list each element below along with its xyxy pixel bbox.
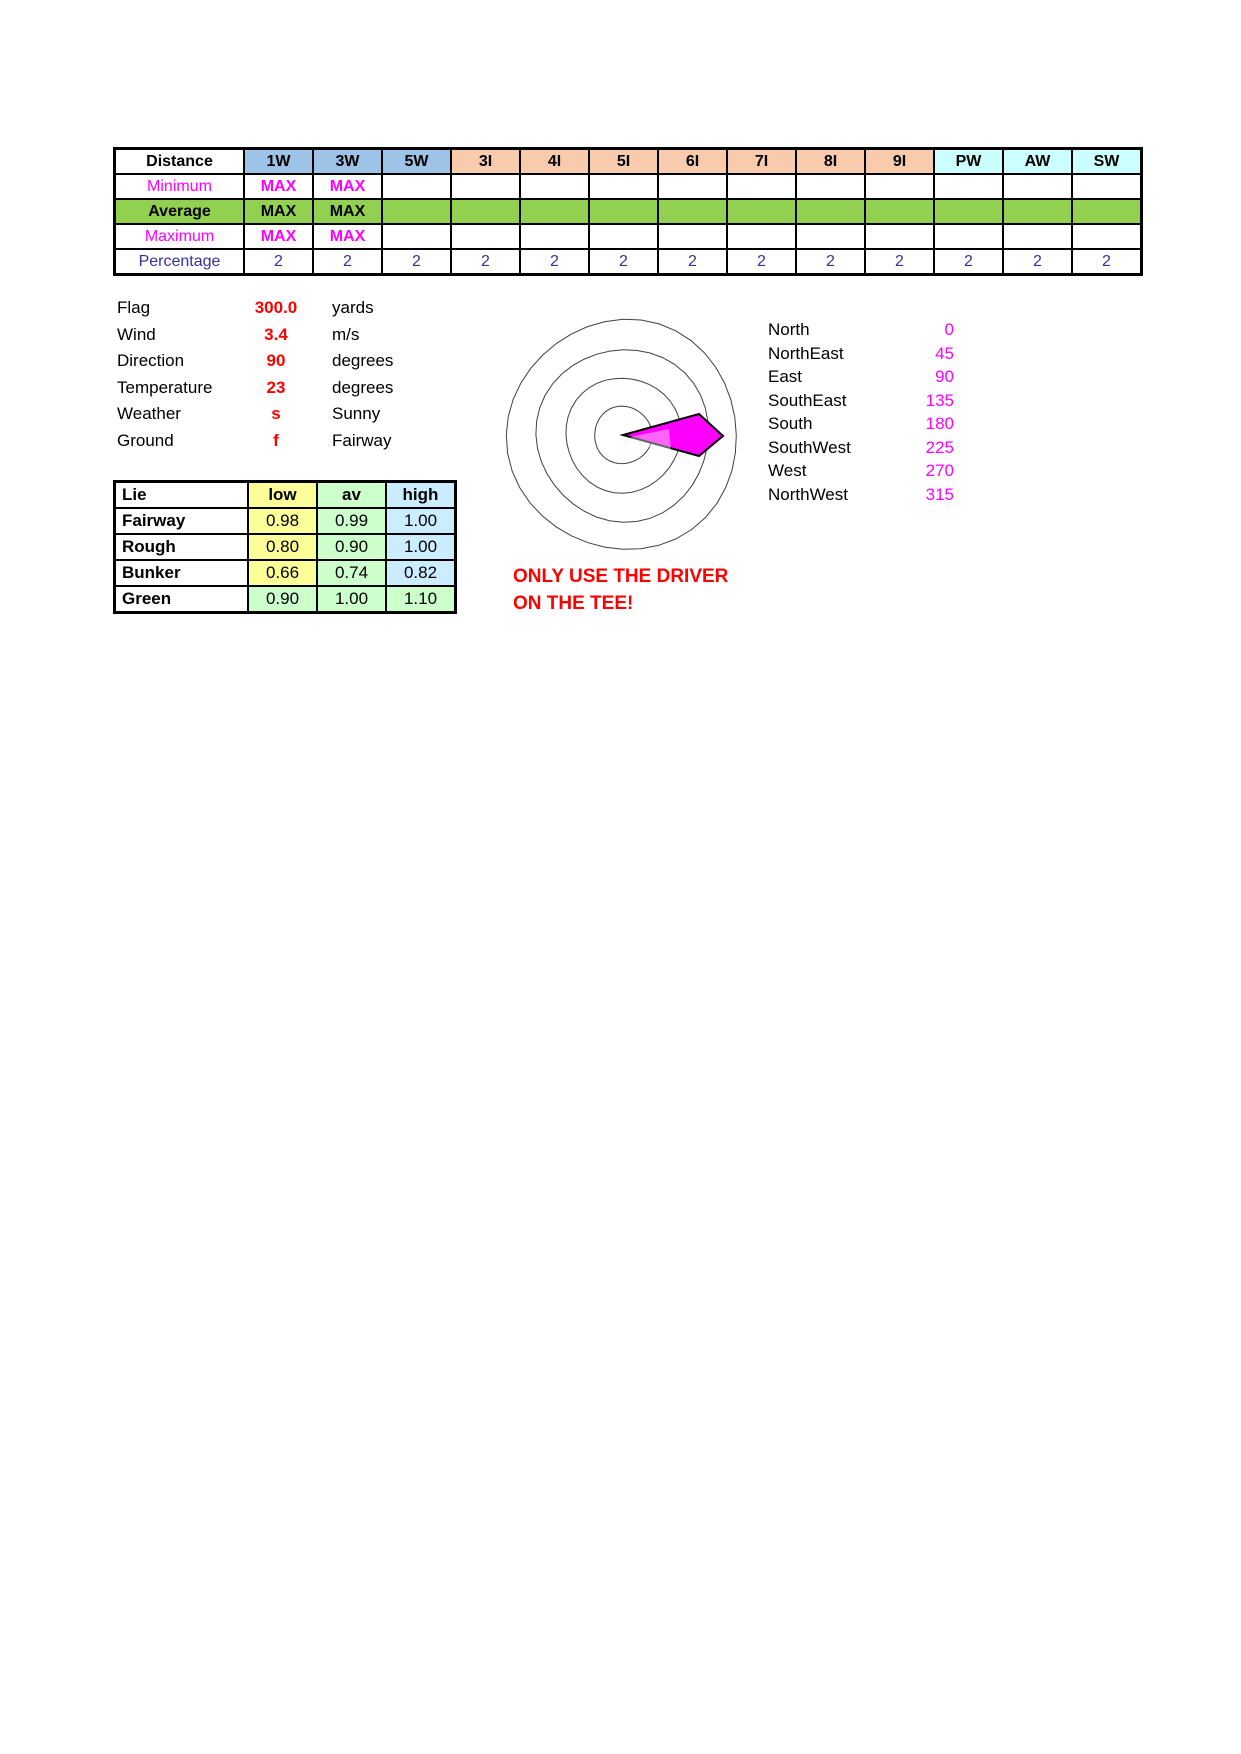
value-cell xyxy=(520,199,589,224)
lie-value-cell: 1.00 xyxy=(317,586,386,613)
compass-direction-label: NorthEast xyxy=(768,343,844,363)
lie-value-cell: 0.74 xyxy=(317,560,386,586)
club-header-cell: SW xyxy=(1072,149,1142,175)
condition-label: Ground xyxy=(117,430,174,450)
value-cell xyxy=(934,199,1003,224)
condition-unit: degrees xyxy=(332,351,394,370)
compass-row-northwest xyxy=(768,483,954,507)
value-cell xyxy=(1072,174,1142,199)
lie-row-rough xyxy=(115,534,456,560)
club-header-cell: 5W xyxy=(382,149,451,175)
condition-value: 90 xyxy=(266,351,286,370)
lie-value-cell: 1.10 xyxy=(386,586,456,613)
club-header-cell: 9I xyxy=(865,149,934,175)
distance-corner-cell: Distance xyxy=(115,149,245,175)
value-cell xyxy=(382,224,451,249)
value-cell xyxy=(658,174,727,199)
compass-directions xyxy=(768,318,954,506)
value-cell xyxy=(796,224,865,249)
lie-row-fairway xyxy=(115,508,456,534)
lie-header-cell: high xyxy=(386,482,456,509)
value-cell xyxy=(658,224,727,249)
value-cell xyxy=(1003,174,1072,199)
value-cell xyxy=(796,199,865,224)
value-cell xyxy=(589,224,658,249)
condition-unit: Fairway xyxy=(332,430,392,450)
condition-value: 23 xyxy=(266,377,286,397)
value-cell: MAX xyxy=(244,224,313,249)
compass-degrees-value: 180 xyxy=(925,414,954,433)
condition-value: f xyxy=(273,430,279,450)
condition-unit: yards xyxy=(332,298,374,317)
lie-value-cell: 1.00 xyxy=(386,534,456,560)
condition-label: Temperature xyxy=(117,377,213,397)
value-cell xyxy=(865,224,934,249)
value-cell xyxy=(865,174,934,199)
compass-direction-label: SouthWest xyxy=(768,437,851,457)
row-label-cell: Maximum xyxy=(115,224,245,249)
distance-header-row xyxy=(115,149,1142,175)
value-cell: MAX xyxy=(244,199,313,224)
compass-row-southwest xyxy=(768,436,954,460)
lie-header-cell: av xyxy=(317,482,386,509)
condition-label: Wind xyxy=(117,324,156,344)
value-cell xyxy=(934,174,1003,199)
compass-row-southeast xyxy=(768,389,954,413)
distance-row-minimum xyxy=(115,174,1142,199)
value-cell: 2 xyxy=(589,249,658,275)
value-cell xyxy=(451,224,520,249)
value-cell xyxy=(865,199,934,224)
compass-direction-label: West xyxy=(768,461,807,480)
condition-row-temperature xyxy=(117,375,517,402)
lie-label-cell: Fairway xyxy=(115,508,249,534)
distance-row-average xyxy=(115,199,1142,224)
compass-row-northeast xyxy=(768,342,954,366)
warning-line-2: ON THE TEE! xyxy=(513,593,634,614)
compass-direction-label: East xyxy=(768,367,803,386)
compass-row-north xyxy=(768,318,954,342)
condition-unit: degrees xyxy=(332,377,394,397)
value-cell xyxy=(520,174,589,199)
compass-degrees-value: 0 xyxy=(944,320,954,339)
value-cell: 2 xyxy=(727,249,796,275)
compass-direction-label: SouthEast xyxy=(768,390,847,410)
compass-degrees-value: 90 xyxy=(935,367,954,386)
lie-header-row xyxy=(115,482,456,509)
value-cell: 2 xyxy=(313,249,382,275)
compass-degrees-value: 135 xyxy=(925,390,954,410)
compass-direction-label: North xyxy=(768,320,810,339)
value-cell xyxy=(727,199,796,224)
value-cell xyxy=(382,199,451,224)
value-cell: MAX xyxy=(244,174,313,199)
value-cell xyxy=(727,174,796,199)
value-cell xyxy=(589,199,658,224)
club-header-cell: 3I xyxy=(451,149,520,175)
club-header-cell: 3W xyxy=(313,149,382,175)
value-cell xyxy=(382,174,451,199)
value-cell: 2 xyxy=(865,249,934,275)
lie-value-cell: 0.90 xyxy=(317,534,386,560)
value-cell xyxy=(451,199,520,224)
value-cell: 2 xyxy=(451,249,520,275)
value-cell xyxy=(1003,224,1072,249)
value-cell xyxy=(934,224,1003,249)
lie-row-green xyxy=(115,586,456,613)
value-cell: 2 xyxy=(520,249,589,275)
value-cell: 2 xyxy=(796,249,865,275)
club-header-cell: 8I xyxy=(796,149,865,175)
compass-degrees-value: 270 xyxy=(925,461,954,480)
lie-label-cell: Rough xyxy=(115,534,249,560)
club-header-cell: PW xyxy=(934,149,1003,175)
value-cell: MAX xyxy=(313,199,382,224)
compass-row-west xyxy=(768,459,954,483)
value-cell xyxy=(520,224,589,249)
lie-value-cell: 0.99 xyxy=(317,508,386,534)
condition-value: 300.0 xyxy=(254,298,298,317)
value-cell xyxy=(796,174,865,199)
value-cell: 2 xyxy=(1072,249,1142,275)
lie-value-cell: 0.90 xyxy=(248,586,317,613)
club-header-cell: 7I xyxy=(727,149,796,175)
club-header-cell: AW xyxy=(1003,149,1072,175)
value-cell xyxy=(1003,199,1072,224)
driver-warning-text xyxy=(513,563,728,617)
value-cell xyxy=(658,199,727,224)
condition-row-weather xyxy=(117,401,517,428)
compass-direction-label: South xyxy=(768,414,813,433)
compass-degrees-value: 315 xyxy=(925,484,954,504)
club-header-cell: 4I xyxy=(520,149,589,175)
condition-unit: m/s xyxy=(332,324,360,344)
value-cell xyxy=(451,174,520,199)
wind-radar-chart xyxy=(490,300,770,580)
lie-value-cell: 0.98 xyxy=(248,508,317,534)
value-cell: 2 xyxy=(382,249,451,275)
club-header-cell: 6I xyxy=(658,149,727,175)
compass-degrees-value: 225 xyxy=(925,437,954,457)
row-label-cell: Minimum xyxy=(115,174,245,199)
lie-table xyxy=(113,480,457,614)
value-cell: 2 xyxy=(1003,249,1072,275)
condition-label: Direction xyxy=(117,351,185,370)
condition-row-ground xyxy=(117,428,517,455)
compass-row-east xyxy=(768,365,954,389)
compass-direction-label: NorthWest xyxy=(768,484,848,504)
lie-label-cell: Green xyxy=(115,586,249,613)
value-cell: MAX xyxy=(313,174,382,199)
compass-row-south xyxy=(768,412,954,436)
row-label-cell: Average xyxy=(115,199,245,224)
condition-value: 3.4 xyxy=(264,324,288,344)
value-cell: 2 xyxy=(934,249,1003,275)
value-cell: MAX xyxy=(313,224,382,249)
value-cell xyxy=(1072,224,1142,249)
distance-row-maximum xyxy=(115,224,1142,249)
value-cell: 2 xyxy=(244,249,313,275)
club-header-cell: 5I xyxy=(589,149,658,175)
lie-value-cell: 0.66 xyxy=(248,560,317,586)
conditions-panel xyxy=(117,295,517,454)
warning-line-1: ONLY USE THE DRIVER xyxy=(513,566,729,587)
value-cell xyxy=(589,174,658,199)
value-cell xyxy=(727,224,796,249)
condition-row-direction xyxy=(117,348,517,375)
distance-row-percentage xyxy=(115,249,1142,275)
value-cell xyxy=(1072,199,1142,224)
row-label-cell: Percentage xyxy=(115,249,245,275)
club-header-cell: 1W xyxy=(244,149,313,175)
value-cell: 2 xyxy=(658,249,727,275)
compass-degrees-value: 45 xyxy=(935,343,954,363)
condition-label: Weather xyxy=(117,404,181,423)
lie-label-cell: Bunker xyxy=(115,560,249,586)
lie-corner-cell: Lie xyxy=(115,482,249,509)
distance-table xyxy=(113,147,1143,276)
lie-value-cell: 0.82 xyxy=(386,560,456,586)
lie-value-cell: 1.00 xyxy=(386,508,456,534)
lie-row-bunker xyxy=(115,560,456,586)
condition-unit: Sunny xyxy=(332,404,381,423)
condition-row-wind xyxy=(117,322,517,349)
condition-value: s xyxy=(271,404,281,423)
lie-value-cell: 0.80 xyxy=(248,534,317,560)
condition-label: Flag xyxy=(117,298,151,317)
condition-row-flag xyxy=(117,295,517,322)
lie-header-cell: low xyxy=(248,482,317,509)
